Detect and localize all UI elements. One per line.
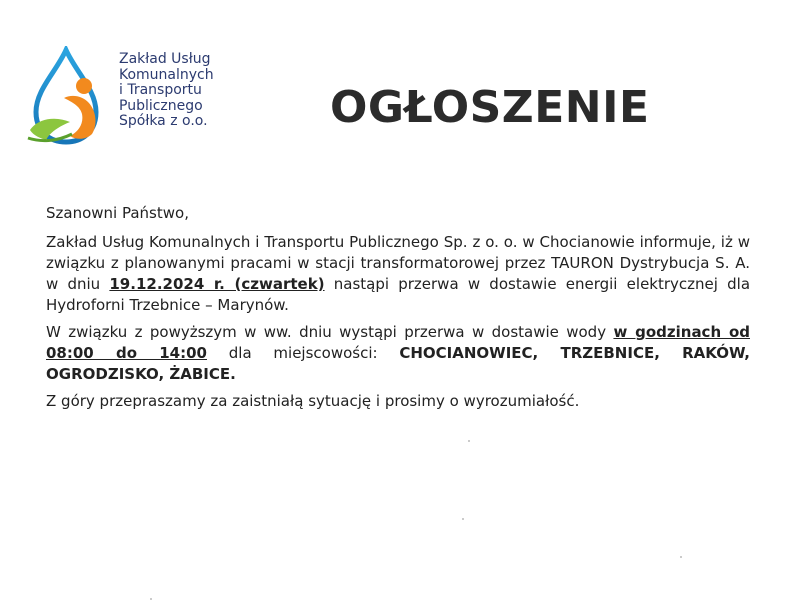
company-name-line: i Transportu: [119, 82, 202, 98]
company-logo: [26, 46, 106, 146]
company-name-line: Spółka z o.o.: [119, 113, 208, 129]
scan-speck: [462, 518, 464, 520]
page-title: OGŁOSZENIE: [330, 82, 650, 133]
affected-places: CHOCIANOWIEC, TRZEBNICE, RAKÓW, OGRODZISKO, ŻABICE.: [46, 344, 751, 383]
person-body-icon: [64, 96, 95, 139]
announcement-body: [46, 203, 750, 418]
company-name-line: Zakład Usług: [119, 51, 211, 67]
closing-apology: Z góry przepraszamy za zaistniałą sytuację i prosimy o wyrozumiałość.: [46, 392, 580, 410]
paragraph-water-outage: [46, 322, 750, 385]
paragraph-text: nastąpi przerwa w dostawie energii elektrycznej dla Hydroforni Trzebnice – Marynów.: [46, 275, 751, 314]
outage-hours: w godzinach od 08:00 do 14:00: [46, 323, 750, 362]
person-head-icon: [76, 78, 92, 94]
paragraph-text: W związku z powyższym w ww. dniu wystąpi przerwa w dostawie wody: [46, 323, 614, 341]
company-name-line: Publicznego: [119, 97, 203, 114]
greeting: Szanowni Państwo,: [46, 204, 189, 222]
scan-speck: [468, 440, 470, 442]
paragraph-power-outage: [46, 232, 750, 316]
company-name: [119, 52, 259, 130]
company-name-line: Komunalnych: [119, 66, 214, 83]
scan-speck: [680, 556, 682, 558]
outage-date: 19.12.2024 r. (czwartek): [109, 275, 325, 293]
paragraph-text: Zakład Usług Komunalnych i Transportu Publicznego Sp. z o. o. w Chocianowie informuje, iż w związku z planowanymi pracami w stacji transformatorowej przez TAURON Dystrybucja S. A. w dniu: [46, 233, 750, 293]
paragraph-text: dla miejscowości:: [207, 344, 400, 362]
